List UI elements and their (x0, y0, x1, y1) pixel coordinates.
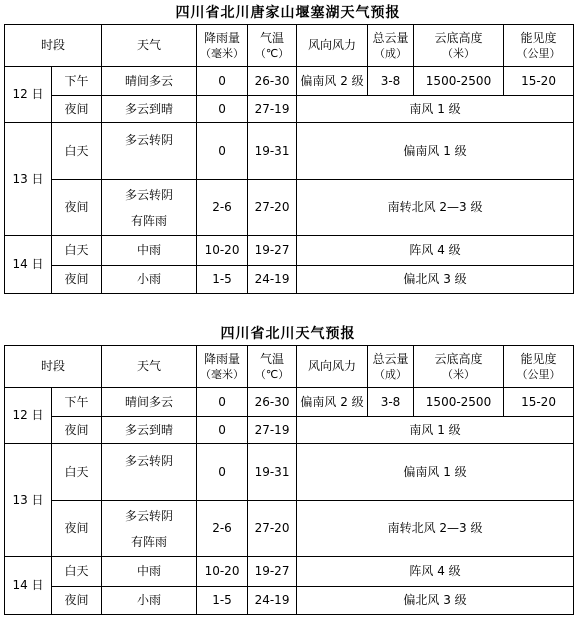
rain-cell: 10-20 (197, 557, 248, 587)
table-row (5, 587, 574, 615)
header-temp-line2: （℃） (254, 367, 290, 381)
period-cell: 夜间 (52, 501, 102, 557)
table-row (5, 123, 574, 180)
header-row (5, 25, 574, 67)
rain-cell: 0 (197, 417, 248, 444)
cloud-cell: 3-8 (368, 67, 414, 96)
header-cloud (368, 346, 414, 388)
temp-cell: 26-30 (248, 67, 297, 96)
weather-cell: 晴间多云 (102, 67, 197, 96)
weather-cell (102, 501, 197, 557)
table-row (5, 180, 574, 236)
table-row (5, 96, 574, 123)
table-row (5, 557, 574, 587)
header-temp-line1: 气温 (260, 351, 285, 366)
header-row (5, 346, 574, 388)
header-visibility-line2: （公里） (516, 46, 561, 60)
wind-cell: 偏南风 1 级 (297, 444, 574, 501)
wind-cell: 南转北风 2—3 级 (297, 501, 574, 557)
weather-cell: 多云转阴 (102, 444, 197, 501)
header-visibility-line2: （公里） (516, 367, 561, 381)
header-cloud-base-line2: （米） (442, 46, 476, 60)
table-row (5, 266, 574, 294)
header-temp (248, 346, 297, 388)
weather-cell: 小雨 (102, 587, 197, 615)
period-cell: 夜间 (52, 266, 102, 294)
weather-cell: 多云到晴 (102, 96, 197, 123)
temp-cell: 19-31 (248, 444, 297, 501)
period-cell: 白天 (52, 123, 102, 180)
cloud-base-cell: 1500-2500 (414, 388, 504, 417)
forecast-title: 四川省北川天气预报 (220, 326, 356, 342)
cloud-cell: 3-8 (368, 388, 414, 417)
header-visibility (504, 25, 574, 67)
day-cell: 13 日 (5, 123, 52, 236)
visibility-cell: 15-20 (504, 388, 574, 417)
header-rain (197, 346, 248, 388)
temp-cell: 24-19 (248, 266, 297, 294)
header-cloud-base (414, 346, 504, 388)
weather-cell: 多云到晴 (102, 417, 197, 444)
temp-cell: 19-27 (248, 236, 297, 266)
header-cloud-base-line2: （米） (442, 367, 476, 381)
weather-line2: 有阵雨 (131, 213, 168, 228)
header-temp (248, 25, 297, 67)
header-cloud-base-line1: 云底高度 (434, 30, 483, 45)
header-cloud-line1: 总云量 (372, 30, 409, 45)
period-cell: 白天 (52, 236, 102, 266)
table-row (5, 67, 574, 96)
period-cell: 下午 (52, 67, 102, 96)
header-visibility-line1: 能见度 (520, 351, 557, 366)
day-cell: 12 日 (5, 67, 52, 123)
header-visibility (504, 346, 574, 388)
table-row (5, 236, 574, 266)
weather-cell: 晴间多云 (102, 388, 197, 417)
header-rain (197, 25, 248, 67)
temp-cell: 19-27 (248, 557, 297, 587)
temp-cell: 27-20 (248, 501, 297, 557)
weather-line2: 有阵雨 (131, 534, 168, 549)
period-cell: 夜间 (52, 180, 102, 236)
rain-cell: 0 (197, 388, 248, 417)
table-row (5, 417, 574, 444)
weather-cell: 中雨 (102, 236, 197, 266)
period-cell: 白天 (52, 444, 102, 501)
wind-cell: 偏南风 2 级 (297, 67, 368, 96)
header-cloud-base-line1: 云底高度 (434, 351, 483, 366)
forecast-title: 四川省北川唐家山堰塞湖天气预报 (175, 5, 401, 21)
weather-cell: 中雨 (102, 557, 197, 587)
temp-cell: 27-19 (248, 417, 297, 444)
header-visibility-line1: 能见度 (520, 30, 557, 45)
forecast-table (4, 345, 574, 615)
weather-line1: 多云转阴 (125, 508, 174, 523)
temp-cell: 24-19 (248, 587, 297, 615)
header-period: 时段 (5, 346, 102, 388)
header-cloud-base (414, 25, 504, 67)
table-row (5, 388, 574, 417)
header-cloud-line2: （成） (374, 367, 408, 381)
wind-cell: 偏北风 3 级 (297, 587, 574, 615)
weather-cell (102, 180, 197, 236)
rain-cell: 0 (197, 96, 248, 123)
wind-cell: 南风 1 级 (297, 96, 574, 123)
day-cell: 12 日 (5, 388, 52, 444)
day-cell: 13 日 (5, 444, 52, 557)
period-cell: 夜间 (52, 587, 102, 615)
forecast-table (4, 24, 574, 294)
header-temp-line1: 气温 (260, 30, 285, 45)
header-wind: 风向风力 (297, 25, 368, 67)
header-temp-line2: （℃） (254, 46, 290, 60)
day-cell: 14 日 (5, 236, 52, 294)
header-cloud-line2: （成） (374, 46, 408, 60)
temp-cell: 27-20 (248, 180, 297, 236)
weather-cell: 多云转阴 (102, 123, 197, 180)
rain-cell: 0 (197, 67, 248, 96)
header-wind: 风向风力 (297, 346, 368, 388)
rain-cell: 1-5 (197, 587, 248, 615)
period-cell: 夜间 (52, 417, 102, 444)
rain-cell: 2-6 (197, 501, 248, 557)
day-cell: 14 日 (5, 557, 52, 615)
temp-cell: 27-19 (248, 96, 297, 123)
wind-cell: 偏南风 1 级 (297, 123, 574, 180)
rain-cell: 0 (197, 444, 248, 501)
header-rain-line1: 降雨量 (204, 351, 241, 366)
wind-cell: 南转北风 2—3 级 (297, 180, 574, 236)
header-cloud (368, 25, 414, 67)
wind-cell: 阵风 4 级 (297, 557, 574, 587)
wind-cell: 偏北风 3 级 (297, 266, 574, 294)
header-rain-line2: （毫米） (200, 367, 245, 381)
header-weather: 天气 (102, 346, 197, 388)
visibility-cell: 15-20 (504, 67, 574, 96)
wind-cell: 阵风 4 级 (297, 236, 574, 266)
rain-cell: 1-5 (197, 266, 248, 294)
weather-line1: 多云转阴 (125, 187, 174, 202)
header-period: 时段 (5, 25, 102, 67)
period-cell: 夜间 (52, 96, 102, 123)
wind-cell: 偏南风 2 级 (297, 388, 368, 417)
period-cell: 白天 (52, 557, 102, 587)
temp-cell: 26-30 (248, 388, 297, 417)
period-cell: 下午 (52, 388, 102, 417)
header-cloud-line1: 总云量 (372, 351, 409, 366)
cloud-base-cell: 1500-2500 (414, 67, 504, 96)
temp-cell: 19-31 (248, 123, 297, 180)
table-row (5, 444, 574, 501)
header-rain-line1: 降雨量 (204, 30, 241, 45)
weather-cell: 小雨 (102, 266, 197, 294)
rain-cell: 0 (197, 123, 248, 180)
header-rain-line2: （毫米） (200, 46, 245, 60)
rain-cell: 10-20 (197, 236, 248, 266)
wind-cell: 南风 1 级 (297, 417, 574, 444)
rain-cell: 2-6 (197, 180, 248, 236)
table-row (5, 501, 574, 557)
header-weather: 天气 (102, 25, 197, 67)
